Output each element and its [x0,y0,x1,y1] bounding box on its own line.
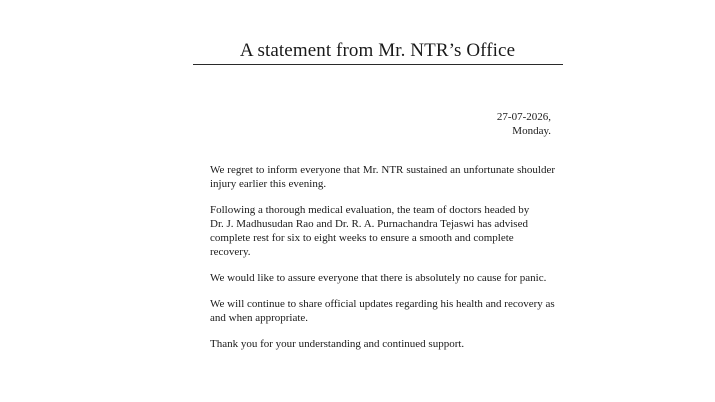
body-line: Following a thorough medical evaluation, the team of doctors headed by [210,204,530,216]
statement-date: 27-07-2026, [496,111,551,123]
body-line: Dr. J. Madhusudan Rao and Dr. R. A. Purnachandra Tejaswi has advised [210,218,528,230]
paragraph-injury [210,163,555,191]
body-line: complete rest for six to eight weeks to ensure a smooth and complete recovery. [210,232,514,258]
body-line: We will continue to share official updates regarding his health and recovery as [210,298,555,310]
paragraph-thanks [210,337,555,351]
body-line: We regret to inform everyone that Mr. NTR sustained an unfortunate shoulder [210,164,555,176]
body-line: injury earlier this evening. [210,178,327,190]
paragraph-updates [210,297,555,325]
paragraph-assurance [210,271,555,285]
date-block [497,110,551,138]
body-line: We would like to assure everyone that there is absolutely no cause for panic. [210,272,547,284]
paragraph-medical [210,203,555,259]
body-line: Thank you for your understanding and continued support. [210,338,465,350]
statement-weekday: Monday. [512,125,551,137]
statement-body [210,163,555,363]
statement-title: A statement from Mr. NTR’s Office [239,40,516,61]
body-line: and when appropriate. [210,312,309,324]
title-underline [193,64,563,65]
